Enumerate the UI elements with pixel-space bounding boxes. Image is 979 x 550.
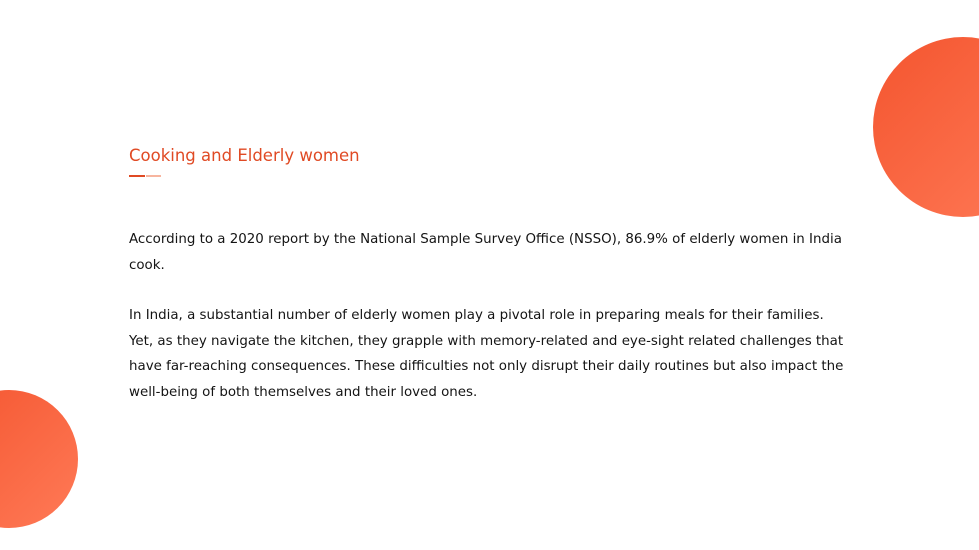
decorative-circle-top-right [873, 37, 979, 217]
paragraph-nsso-statistic: According to a 2020 report by the National Sample Survey Office (NSSO), 86.9% of elderly women in India cook. [129, 232, 842, 273]
title-underline-light [146, 175, 161, 177]
title-underline-accent [129, 175, 145, 177]
slide-title: Cooking and Elderly women [129, 146, 360, 165]
paragraph-challenges: In India, a substantial number of elderly women play a pivotal role in preparing meals for their families. Yet, as they navigate the kitchen, they grapple with memory-related and eye-sight related challenges that have far-reaching consequences. These difficulties not only disrupt their daily routines but also impact the well-being of both themselves and their loved ones. [129, 308, 844, 400]
decorative-circle-bottom-left [0, 390, 78, 528]
